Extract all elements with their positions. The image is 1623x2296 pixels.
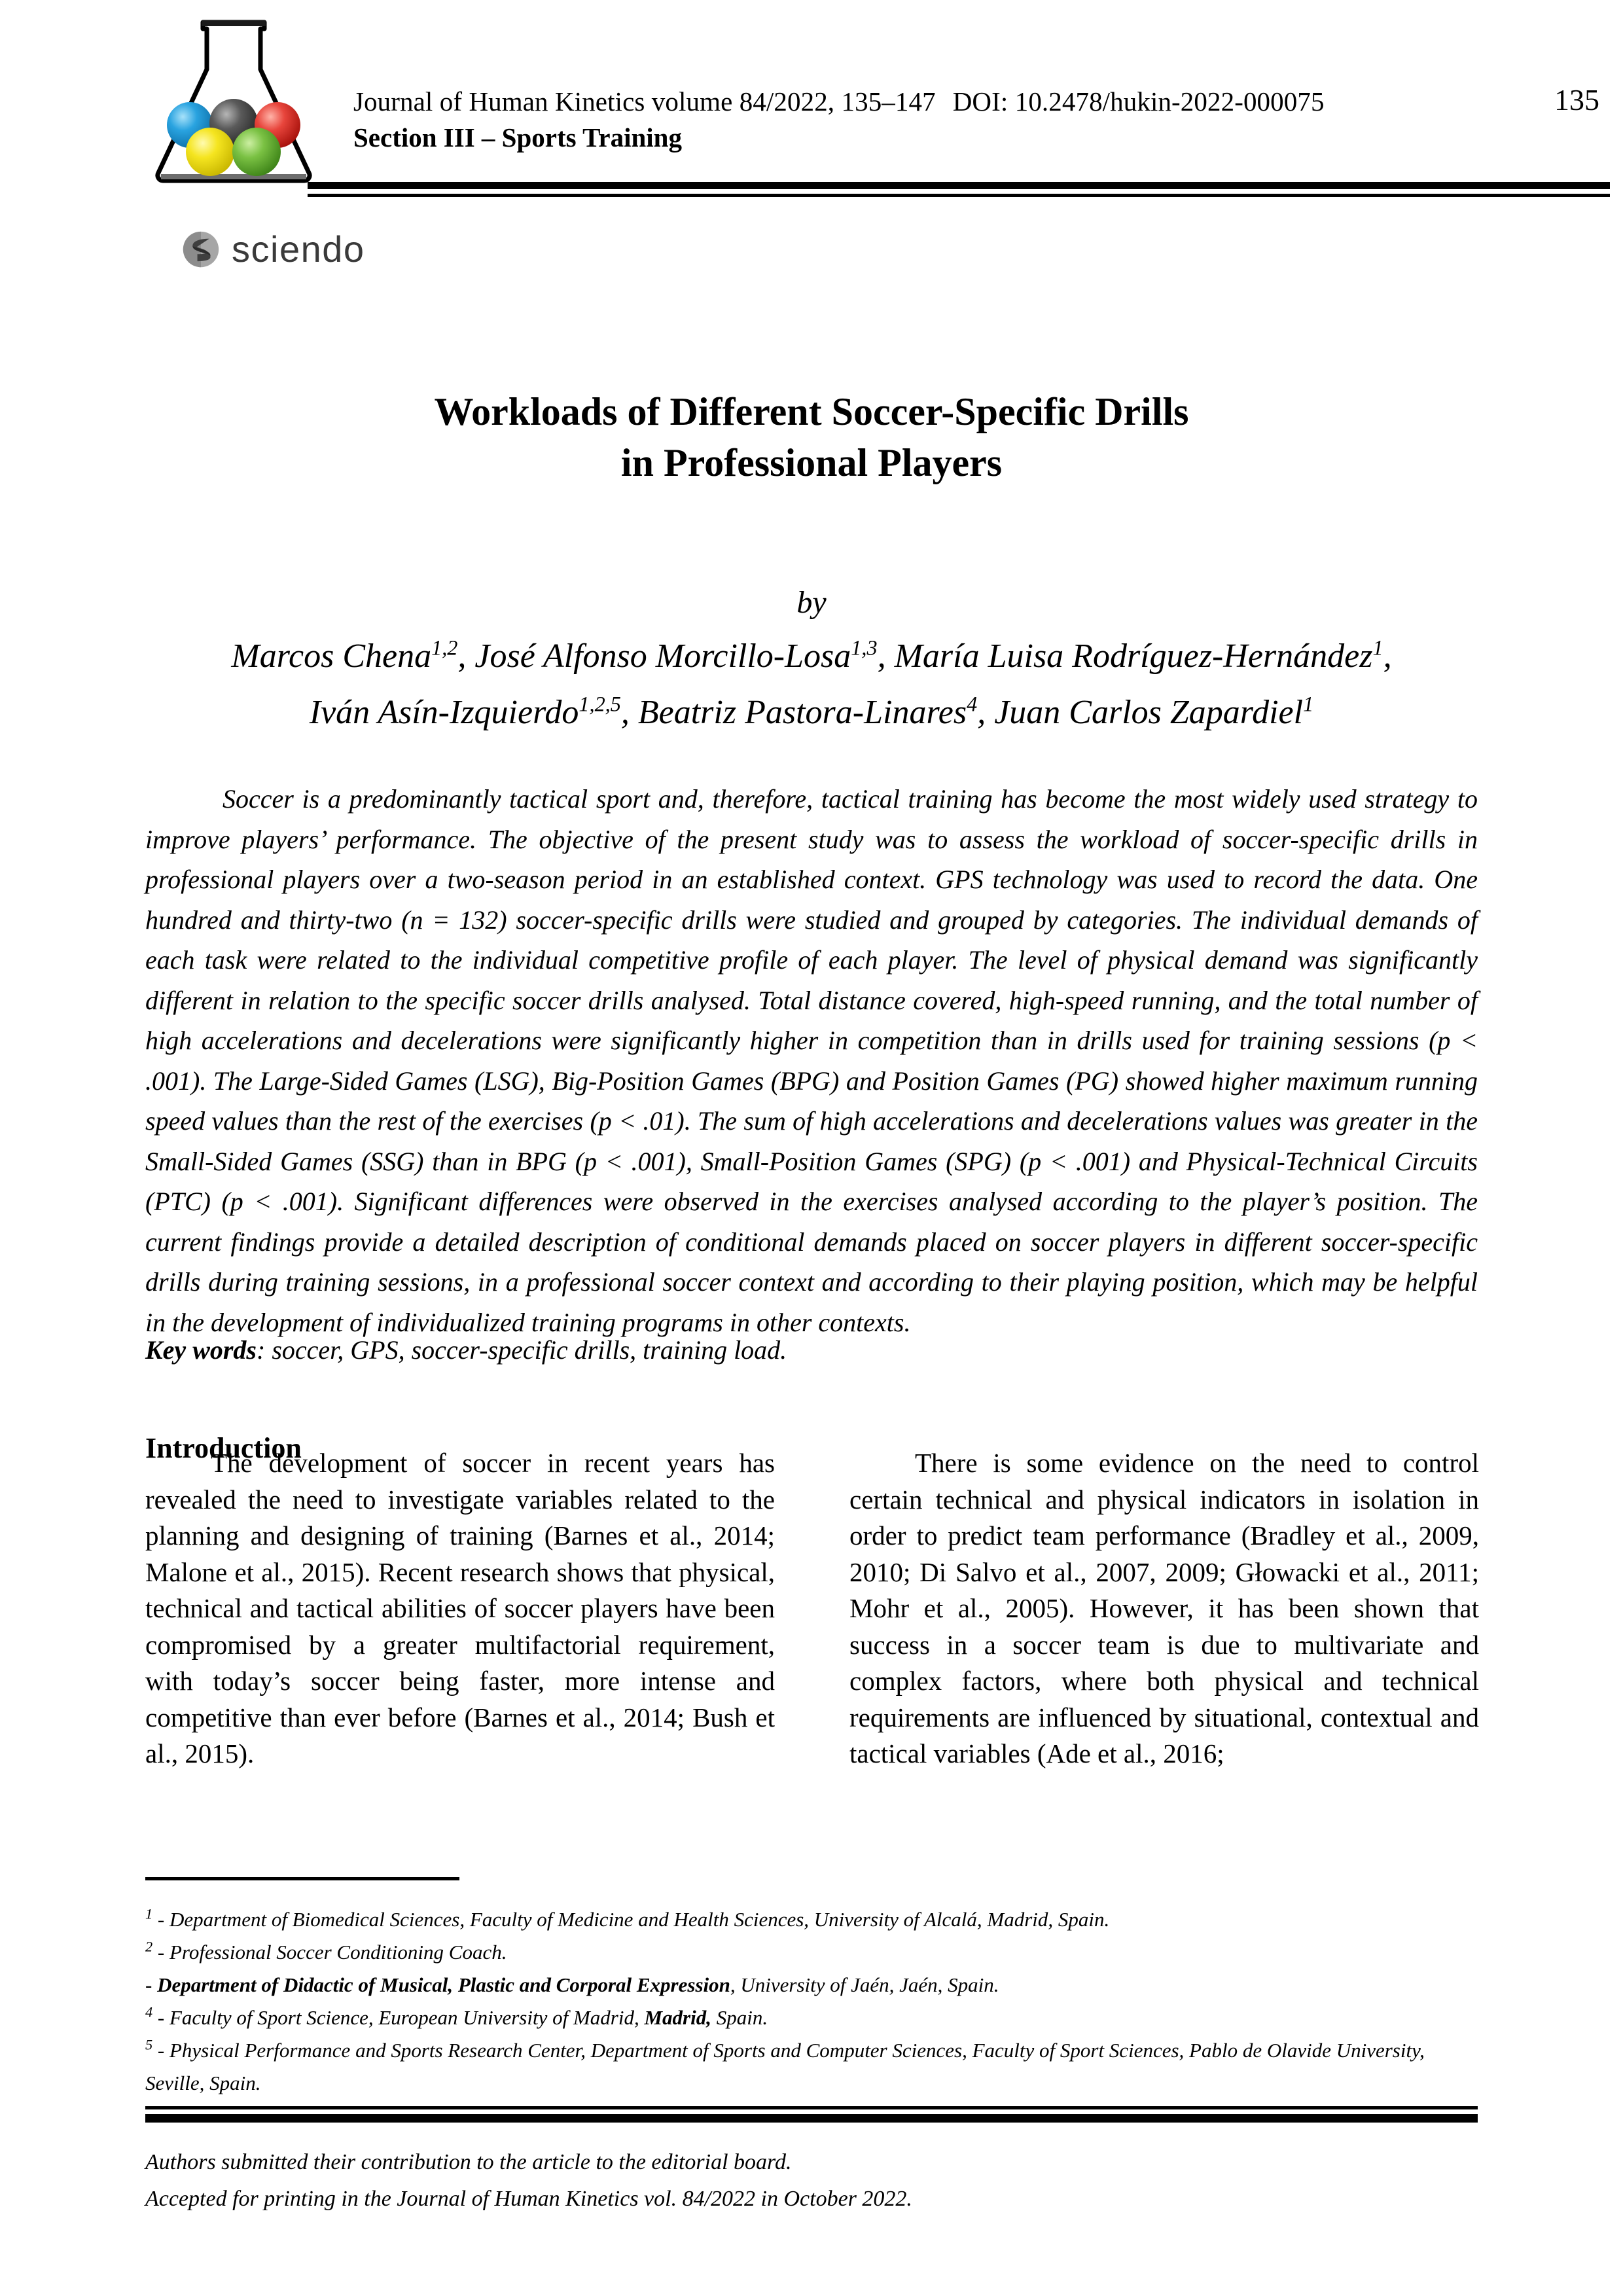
erlenmeyer-flask-molecule-icon <box>145 9 322 192</box>
author-name: , Juan Carlos Zapardiel <box>977 694 1304 731</box>
footer-divider <box>145 2106 1478 2123</box>
doi-text: DOI: 10.2478/hukin-2022-000075 <box>952 86 1325 117</box>
footnote-item <box>145 1903 1478 1936</box>
sciendo-s-mark-icon <box>182 230 220 268</box>
author-line-2 <box>131 685 1492 741</box>
abstract-text: Soccer is a predominantly tactical sport and, therefore, tactical training has become the most widely used strategy to improve players’ performance. The objective of the present study was to assess the workload of soccer-specific drills in professional players over a two-season period in an established context. GPS technology was used to record the data. One hundred and thirty-two (n = 132) soccer-specific drills were studied and grouped by categories. The individual demands of each task were related to the individual competitive profile of each player. The level of physical demand was significantly different in relation to the specific soccer drills analysed. Total distance covered, high-speed running, and the total number of high accelerations and decelerations were significantly higher in competition than in drills used for training sessions (p < .001). The Large-Sided Games (LSG), Big-Position Games (BPG) and Position Games (PG) showed higher maximum running speed values than the rest of the exercises (p < .01). The sum of high accelerations and decelerations values was greater in the Small-Sided Games (SSG) than in BPG (p < .001), Small-Position Games (SPG) (p < .001) and Physical-Technical Circuits (PTC) (p < .001). Significant differences were observed in the exercises analysed according to the player’s position. The current findings provide a detailed description of conditional demands placed on soccer players in different soccer-specific drills during training sessions, in a professional soccer context and according to their playing position, which may be helpful in the development of individualized training programs in other contexts. <box>145 784 1478 1337</box>
keywords-value: : soccer, GPS, soccer-specific drills, training load. <box>257 1335 787 1365</box>
footnote-dash: - <box>152 2039 169 2062</box>
masthead <box>144 0 1599 196</box>
byline-label: by <box>796 585 827 620</box>
author-name: , José Alfonso Morcillo-Losa <box>457 637 851 675</box>
footnote-dash: - <box>152 2006 169 2029</box>
header-rule-thin <box>308 194 1610 197</box>
author-name: , Beatriz Pastora-Linares <box>620 694 967 731</box>
author-affiliation-marker: 1,2,5 <box>579 692 621 716</box>
header-rule-gap <box>308 189 1610 194</box>
footer-rule-thick <box>145 2114 1478 2123</box>
footnote-text-tail: Spain. <box>711 2006 768 2029</box>
footnote-item <box>145 1936 1478 1969</box>
article-title-line-1: Workloads of Different Soccer-Specific Drills <box>434 390 1189 434</box>
footnote-list <box>145 1903 1478 2100</box>
header-rule-thick <box>308 182 1610 189</box>
header-text-block <box>353 84 1492 156</box>
footnote-dash: - <box>145 1973 158 1996</box>
footnote-separator-rule <box>145 1877 459 1880</box>
footer-note <box>145 2144 1478 2217</box>
journal-volume-text: Journal of Human Kinetics volume 84/2022, 135–147 <box>353 86 936 117</box>
introduction-column-right: There is some evidence on the need to control certain technical and physical indicators in isolation in order to predict team performance (Bradley et al., 2009, 2010; Di Salvo et al., 2007, 2009; Głowacki et al., 2011; Mohr et al., 2005). However, it has been shown that success in a soccer team is due to multivariate and complex factors, where both physical and technical requirements are influenced by situational, contextual and tactical variables (Ade et al., 2016; <box>849 1448 1479 1768</box>
author-affiliation-marker: 1 <box>1303 692 1314 716</box>
journal-citation-line <box>353 84 1492 119</box>
keywords-line <box>145 1332 1478 1369</box>
footnote-marker: 2 <box>145 1938 153 1955</box>
footnote-text: Department of Biomedical Sciences, Faculty of Medicine and Health Sciences, University of Alcalá, Madrid, Spain. <box>169 1908 1110 1931</box>
author-affiliation-marker: 1,3 <box>851 636 878 660</box>
keywords-label: Key words <box>145 1335 257 1365</box>
section-label: Section III – Sports Training <box>353 122 682 152</box>
author-affiliation-marker: 4 <box>967 692 978 716</box>
introduction-column-left: The development of soccer in recent years has revealed the need to investigate variables related to the planning and designing of training (Barnes et al., 2014; Malone et al., 2015). Recent research shows that physical, technical and tactical abilities of soccer players have been compromised by a greater multifactorial requirement, with today’s soccer being faster, more intense and competitive than ever before (Barnes et al., 2014; Bush et al., 2015). <box>145 1448 775 1768</box>
header-divider <box>308 182 1610 197</box>
author-name: , María Luisa Rodríguez-Hernández <box>877 637 1373 675</box>
article-title <box>144 386 1479 488</box>
footer-note-line-2: Accepted for printing in the Journal of Human Kinetics vol. 84/2022 in October 2022. <box>145 2187 912 2211</box>
footnote-item <box>145 2001 1478 2034</box>
footnote-item <box>145 1969 1478 2001</box>
footnote-text: , University of Jaén, Jaén, Spain. <box>730 1973 999 1996</box>
author-list <box>131 628 1492 741</box>
author-affiliation-marker: 1,2 <box>431 636 458 660</box>
sciendo-wordmark: sciendo <box>232 228 365 270</box>
author-affiliation-marker: 1 <box>1372 636 1383 660</box>
author-line-1 <box>131 628 1492 685</box>
sciendo-publisher-logo <box>182 230 365 268</box>
footnote-text-bold: Department of Didactic of Musical, Plastic and Corporal Expression <box>157 1973 730 1996</box>
footnote-text: Physical Performance and Sports Research Center, Department of Sports and Computer Sciences, Faculty of Sport Sciences, Pablo de Olavide University, Seville, Spain. <box>145 2039 1425 2094</box>
footnote-text-bold: Madrid, <box>644 2006 711 2029</box>
author-name: Iván Asín-Izquierdo <box>309 694 579 731</box>
footnote-marker: 5 <box>145 2036 153 2053</box>
page-number: 135 <box>1554 83 1599 117</box>
footer-rule-gap <box>145 2109 1478 2114</box>
footnote-marker: 1 <box>145 1905 153 1922</box>
footnote-dash: - <box>152 1908 169 1931</box>
footnote-text: Professional Soccer Conditioning Coach. <box>169 1941 507 1964</box>
footnote-dash: - <box>152 1941 169 1964</box>
footnote-item <box>145 2034 1478 2100</box>
article-title-line-2: in Professional Players <box>620 441 1003 485</box>
footnote-marker: 4 <box>145 2003 153 2020</box>
author-name: Marcos Chena <box>231 637 432 675</box>
footer-note-line-1: Authors submitted their contribution to the article to the editorial board. <box>145 2150 792 2174</box>
section-heading-introduction: Introduction <box>145 1431 302 1464</box>
footnote-text: Faculty of Sport Science, European University of Madrid, <box>169 2006 645 2029</box>
author-line-separator: , <box>1383 637 1392 675</box>
